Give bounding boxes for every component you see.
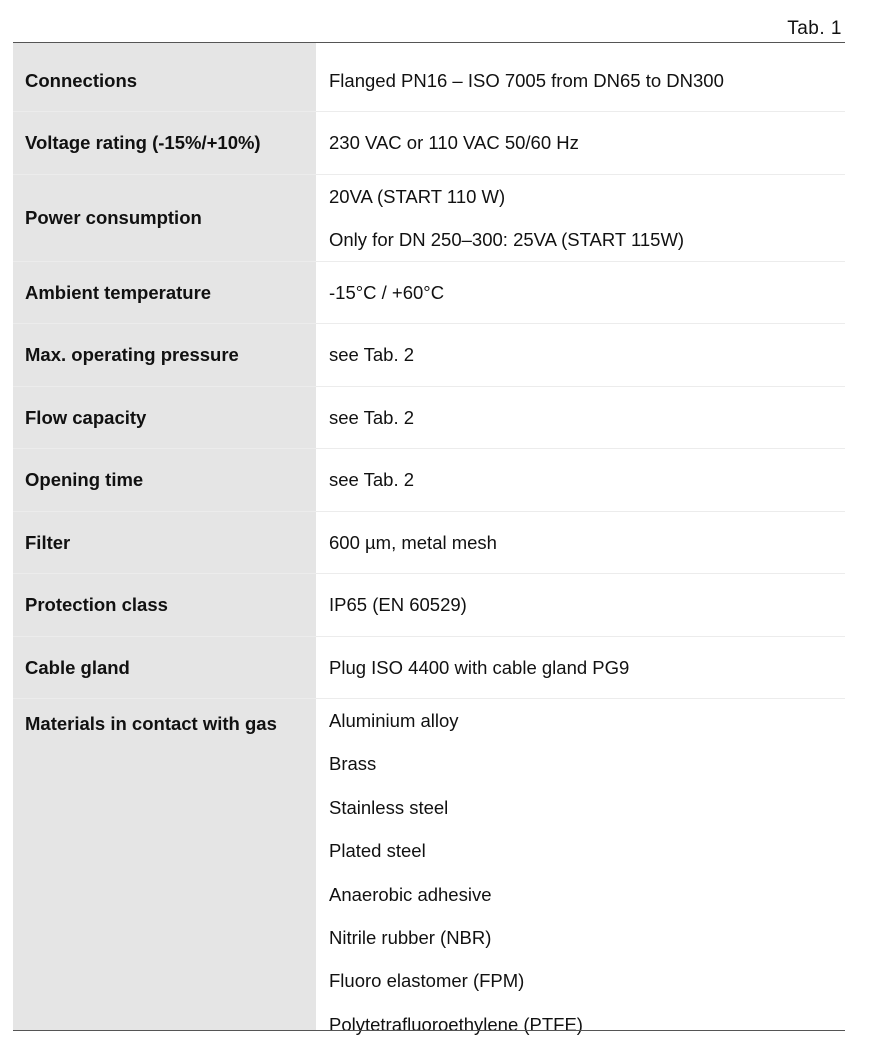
spec-value bbox=[316, 112, 845, 174]
spec-value-line: see Tab. 2 bbox=[329, 469, 415, 491]
spec-label: Materials in contact with gas bbox=[25, 713, 277, 734]
table-row bbox=[13, 637, 845, 699]
table-row bbox=[13, 699, 845, 1046]
spec-value bbox=[316, 699, 845, 1046]
spec-label: Cable gland bbox=[25, 656, 130, 678]
spec-value bbox=[316, 50, 845, 111]
spec-value bbox=[316, 387, 845, 448]
spec-label: Power consumption bbox=[25, 207, 202, 228]
spec-label: Connections bbox=[25, 69, 138, 91]
spec-value-line: Anaerobic adhesive bbox=[329, 883, 492, 905]
table-row bbox=[13, 574, 845, 637]
table-row bbox=[13, 324, 845, 387]
spec-value-line: IP65 (EN 60529) bbox=[329, 594, 467, 616]
table-row bbox=[13, 449, 845, 512]
spec-value-line: 20VA (START 110 W) bbox=[329, 185, 506, 207]
spec-value-line: Plated steel bbox=[329, 840, 426, 862]
spec-label: Opening time bbox=[25, 469, 144, 490]
spec-value-line: Flanged PN16 – ISO 7005 from DN65 to DN300 bbox=[329, 69, 724, 91]
table-row bbox=[13, 262, 845, 324]
spec-label: Voltage rating (-15%/+10%) bbox=[25, 132, 261, 153]
spec-value-line: Brass bbox=[329, 753, 377, 775]
spec-value-line: Stainless steel bbox=[329, 796, 449, 818]
spec-value bbox=[316, 175, 845, 261]
spec-value-line: Only for DN 250–300: 25VA (START 115W) bbox=[329, 229, 685, 250]
spec-value bbox=[316, 449, 845, 511]
spec-label: Max. operating pressure bbox=[25, 344, 239, 365]
spec-value-line: 600 µm, metal mesh bbox=[329, 531, 497, 553]
spec-table bbox=[13, 50, 845, 1046]
spec-value-line: see Tab. 2 bbox=[329, 344, 415, 366]
spec-value bbox=[316, 262, 845, 323]
table-row bbox=[13, 112, 845, 175]
spec-value-line: Nitrile rubber (NBR) bbox=[329, 926, 492, 948]
spec-value bbox=[316, 637, 845, 698]
spec-label: Ambient temperature bbox=[25, 281, 212, 303]
spec-value bbox=[316, 574, 845, 636]
spec-value-line: -15°C / +60°C bbox=[329, 281, 445, 303]
spec-value bbox=[316, 324, 845, 386]
spec-label: Filter bbox=[25, 531, 71, 553]
spec-value-line: 230 VAC or 110 VAC 50/60 Hz bbox=[329, 132, 579, 154]
table-row bbox=[13, 50, 845, 112]
table-bottom-rule bbox=[13, 1030, 845, 1031]
table-row bbox=[13, 175, 845, 262]
spec-value-line: Polytetrafluoroethylene (PTFE) bbox=[329, 1013, 583, 1035]
spec-value bbox=[316, 512, 845, 573]
spec-value-line: Plug ISO 4400 with cable gland PG9 bbox=[329, 656, 630, 678]
table-row bbox=[13, 387, 845, 449]
table-caption: Tab. 1 bbox=[787, 18, 842, 39]
table-row bbox=[13, 512, 845, 574]
spec-value-line: Fluoro elastomer (FPM) bbox=[329, 970, 525, 992]
spec-label: Protection class bbox=[25, 594, 168, 615]
spec-value-line: Aluminium alloy bbox=[329, 710, 459, 731]
spec-value-line: see Tab. 2 bbox=[329, 406, 415, 428]
spec-label: Flow capacity bbox=[25, 406, 147, 428]
